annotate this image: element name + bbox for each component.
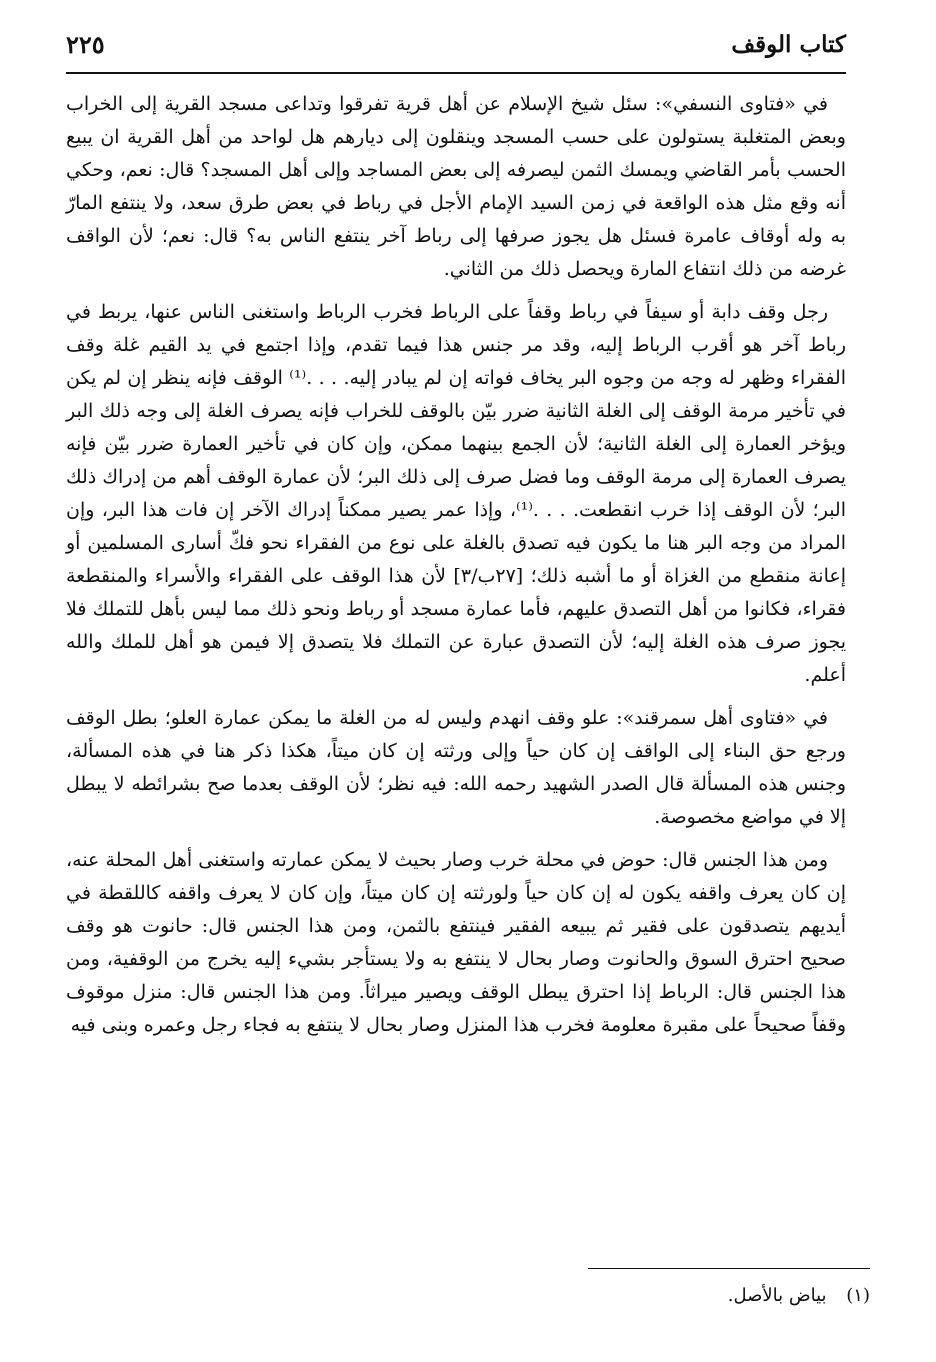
- footnote: [90, 1282, 870, 1310]
- paragraph-samarqand-fatwa: في «فتاوى أهل سمرقند»: علو وقف انهدم وليس له من الغلة ما يمكن عمارة العلو؛ بطل الوقف ورجع حق البناء إلى الواقف إن كان حياً وإلى ورثته إن كان ميتاً، هكذا ذكر هنا في هذه المسألة، وجنس هذه المسألة قال الصدر الشهيد رحمه الله: فيه نظر؛ لأن الوقف بعدما صح بشرائطه لا يبطل إلا في مواضع مخصوصة.: [66, 707, 846, 828]
- footnote-text: بياض بالأصل.: [727, 1285, 827, 1306]
- page-number: ٢٢٥: [66, 30, 105, 59]
- chapter-title: كتاب الوقف: [731, 31, 846, 58]
- paragraph-ribat-waqf: رجل وقف دابة أو سيفاً في رباط وقفاً على الرباط فخرب الرباط واستغنى الناس عنها، يربط في رباط آخر هو أقرب الرباط إليه، وقد مر جنس هذا فيما تقدم، وإذا اجتمع في يد القيم غلة وقف الفقراء وظهر له وجه من وجوه البر يخاف فواته إن لم يبادر إليه. . . .⁽¹⁾ الوقف فإنه ينظر إن لم يكن في تأخير مرمة الوقف إلى الغلة الثانية ضرر بيّن بالوقف للخراب فإنه يصرف الغلة إلى وجه ذلك البر ويؤخر العمارة إلى الغلة الثانية؛ لأن الجمع بينهما ممكن، وإن كان في تأخير العمارة ضرر بيّن فإنه يصرف العمارة إلى مرمة الوقف وما فضل صرف إلى ذلك البر؛ لأن عمارة الوقف أهم من إدراك ذلك البر؛ لأن الوقف إذا خرب انقطعت. . . .⁽¹⁾، وإذا عمر يصير ممكناً إدراك الآخر إن فات هذا البر، وإن المراد من وجه البر هنا ما يكون فيه تصدق بالغلة على نوع من الفقراء نحو فكّ أسارى المسلمين أو إعانة منقطع من الغزاة أو ما أشبه ذلك؛ [٢٧ب/٣] لأن هذا الوقف على الفقراء والأسراء والمنقطعة فقراء، فكانوا من أهل التصدق عليهم، فأما عمارة مسجد أو رباط ونحو ذلك مما ليس بأهل للتملك فلا يجوز صرف هذه الغلة إليه؛ لأن التصدق عبارة عن التملك فلا يتصدق إلا فيمن هو أهل للملك والله أعلم.: [66, 301, 846, 686]
- paragraph-nasafi-fatwa: في «فتاوى النسفي»: سئل شيخ الإسلام عن أهل قرية تفرقوا وتداعى مسجد القرية إلى الخراب وبعض المتغلبة يستولون على حسب المسجد وينقلون إلى ديارهم هل لواحد من أهل القرية ان يبيع الحسب بأمر القاضي ويمسك الثمن ليصرفه إلى بعض المساجد وإلى أهل المسجد؟ قال: نعم، وحكي أنه وقع مثل هذه الواقعة في زمن السيد الإمام الأجل في رباط في بعض طرق سعد، ولا ينتفع المارّ به وله أوقاف عامرة فسئل هل يجوز صرفها إلى رباط آخر ينتفع الناس به؟ قال: نعم؛ لأن الواقف غرضه من ذلك انتفاع المارة ويحصل ذلك من الثاني.: [66, 93, 846, 280]
- footnote-divider: [588, 1268, 870, 1269]
- page-header: [66, 28, 846, 66]
- header-divider: [66, 72, 846, 74]
- paragraph-same-genre: ومن هذا الجنس قال: حوض في محلة خرب وصار بحيث لا يمكن عمارته واستغنى أهل المحلة عنه، إن كان يعرف واقفه يكون له إن كان حياً ولورثته إن كان ميتاً، وإن كان لا يعرف واقفه كاللقطة في أيديهم يتصدقون على فقير ثم يبيعه الفقير فينتفع بالثمن، ومن هذا الجنس قال: حانوت هو وقف صحيح احترق السوق والحانوت وصار بحال لا ينتفع به ولا يستأجر بشيء إليه يخرج من الوقفية، ومن هذا الجنس قال: الرباط إذا احترق يبطل الوقف ويصير ميراثاً. ومن هذا الجنس قال: منزل موقوف وقفاً صحيحاً على مقبرة معلومة فخرب هذا المنزل وصار بحال لا ينتفع به فجاء رجل وعمره وبنى فيه: [66, 849, 846, 1036]
- body-text: [66, 88, 846, 1052]
- footnote-marker: (١): [846, 1285, 870, 1306]
